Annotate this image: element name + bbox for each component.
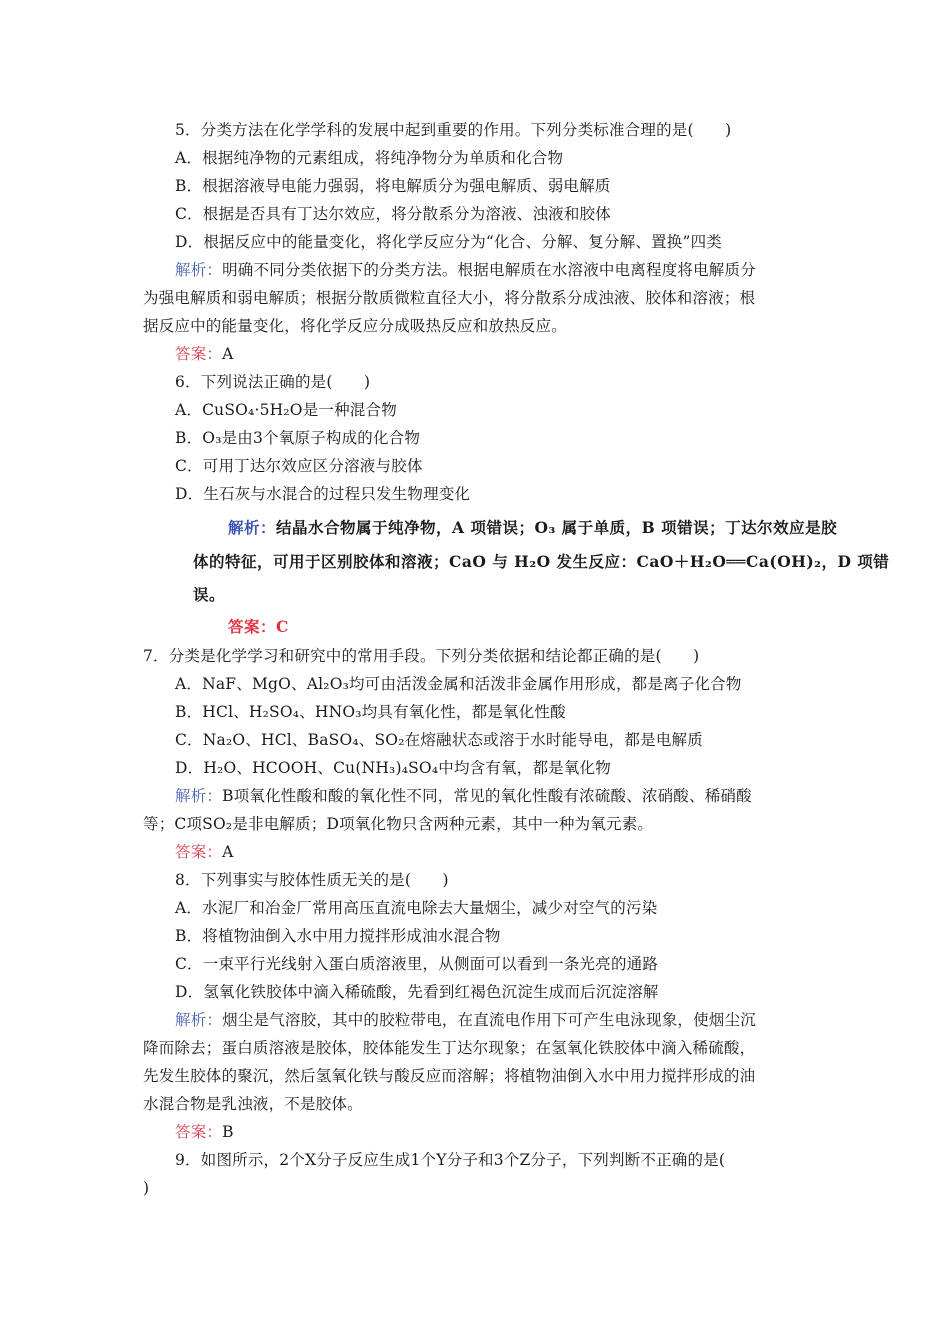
- q7-option-d: D．H₂O、HCOOH、Cu(NH₃)₄SO₄中均含有氧，都是氧化物: [175, 759, 611, 777]
- q8-option-d: D．氢氧化铁胶体中滴入稀硫酸，先看到红褐色沉淀生成而后沉淀溶解: [175, 983, 659, 1001]
- analysis-label: 解析：: [175, 261, 223, 279]
- q6-stem: 6．下列说法正确的是( ): [175, 373, 371, 391]
- q6-option-c: C．可用丁达尔效应区分溶液与胶体: [175, 457, 423, 475]
- analysis-label: 解析：: [228, 518, 277, 537]
- q6-answer-value: C: [276, 617, 289, 636]
- q9-stem-continued: ): [143, 1179, 150, 1197]
- analysis-label: 解析：: [175, 1011, 223, 1029]
- q5-stem: 5．分类方法在化学学科的发展中起到重要的作用。下列分类标准合理的是( ): [175, 121, 732, 139]
- q5-option-a: A．根据纯净物的元素组成，将纯净物分为单质和化合物: [175, 149, 564, 167]
- q8-option-a: A．水泥厂和冶金厂常用高压直流电除去大量烟尘，减少对空气的污染: [175, 899, 658, 917]
- q8-answer-value: B: [222, 1123, 234, 1141]
- q8-analysis-text-1: 烟尘是气溶胶，其中的胶粒带电，在直流电作用下可产生电泳现象，使烟尘沉: [222, 1011, 756, 1029]
- q6-analysis-line-1: [228, 517, 837, 539]
- analysis-label: 解析：: [175, 787, 223, 805]
- q6-analysis-line-3: 误。: [193, 585, 226, 604]
- q5-option-d: D．根据反应中的能量变化，将化学反应分为“化合、分解、复分解、置换”四类: [175, 233, 722, 251]
- answer-label: 答案：: [175, 1123, 223, 1141]
- q6-option-b: B．O₃是由3个氧原子构成的化合物: [175, 429, 421, 447]
- q9-stem: 9．如图所示，2个X分子反应生成1个Y分子和3个Z分子，下列判断不正确的是(: [175, 1151, 726, 1169]
- answer-label: 答案：: [175, 345, 223, 363]
- q8-option-c: C．一束平行光线射入蛋白质溶液里，从侧面可以看到一条光亮的通路: [175, 955, 659, 973]
- q5-analysis-line-3: 据反应中的能量变化，将化学反应分成吸热反应和放热反应。: [143, 317, 567, 335]
- q6-analysis-text-1: 结晶水合物属于纯净物，A 项错误；O₃ 属于单质，B 项错误；丁达尔效应是胶: [276, 518, 838, 537]
- q7-analysis-text-1: B项氧化性酸和酸的氧化性不同，常见的氧化性酸有浓硫酸、浓硝酸、稀硝酸: [222, 787, 752, 805]
- q5-option-c: C．根据是否具有丁达尔效应，将分散系分为溶液、浊液和胶体: [175, 205, 611, 223]
- q5-analysis-line-2: 为强电解质和弱电解质；根据分散质微粒直径大小，将分散系分成浊液、胶体和溶液；根: [143, 289, 756, 307]
- q7-analysis-line-2: 等；C项SO₂是非电解质；D项氧化物只含两种元素，其中一种为氧元素。: [143, 815, 654, 833]
- q8-analysis-line-3: 先发生胶体的聚沉，然后氢氧化铁与酸反应而溶解；将植物油倒入水中用力搅拌形成的油: [143, 1067, 756, 1085]
- q8-option-b: B．将植物油倒入水中用力搅拌形成油水混合物: [175, 927, 501, 945]
- q5-analysis-text-1: 明确不同分类依据下的分类方法。根据电解质在水溶液中电离程度将电解质分: [222, 261, 756, 279]
- q5-analysis-line-1: [175, 259, 756, 281]
- q6-answer: [228, 616, 289, 638]
- q5-answer: [175, 343, 234, 365]
- answer-label: 答案：: [175, 843, 223, 861]
- q7-option-a: A．NaF、MgO、Al₂O₃均可由活泼金属和活泼非金属作用形成，都是离子化合物: [175, 675, 742, 693]
- answer-label: 答案：: [228, 617, 277, 636]
- q7-option-c: C．Na₂O、HCl、BaSO₄、SO₂在熔融状态或溶于水时能导电，都是电解质: [175, 731, 703, 749]
- q5-answer-value: A: [222, 345, 234, 363]
- q7-answer-value: A: [222, 843, 234, 861]
- q8-analysis-line-1: [175, 1009, 756, 1031]
- q6-analysis-line-2: 体的特征，可用于区别胶体和溶液；CaO 与 H₂O 发生反应：CaO＋H₂O══Ca(OH)₂，D 项错: [193, 552, 890, 571]
- q5-option-b: B．根据溶液导电能力强弱，将电解质分为强电解质、弱电解质: [175, 177, 611, 195]
- q8-stem: 8．下列事实与胶体性质无关的是( ): [175, 871, 449, 889]
- q6-option-a: A．CuSO₄·5H₂O是一种混合物: [175, 401, 397, 419]
- q7-analysis-line-1: [175, 785, 752, 807]
- q8-answer: [175, 1121, 234, 1143]
- q7-stem: 7．分类是化学学习和研究中的常用手段。下列分类依据和结论都正确的是( ): [143, 647, 700, 665]
- q8-analysis-line-4: 水混合物是乳浊液，不是胶体。: [143, 1095, 363, 1113]
- q7-answer: [175, 841, 234, 863]
- q8-analysis-line-2: 降而除去；蛋白质溶液是胶体，胶体能发生丁达尔现象；在氢氧化铁胶体中滴入稀硫酸，: [143, 1039, 756, 1057]
- q7-option-b: B．HCl、H₂SO₄、HNO₃均具有氧化性，都是氧化性酸: [175, 703, 566, 721]
- q6-option-d: D．生石灰与水混合的过程只发生物理变化: [175, 485, 471, 503]
